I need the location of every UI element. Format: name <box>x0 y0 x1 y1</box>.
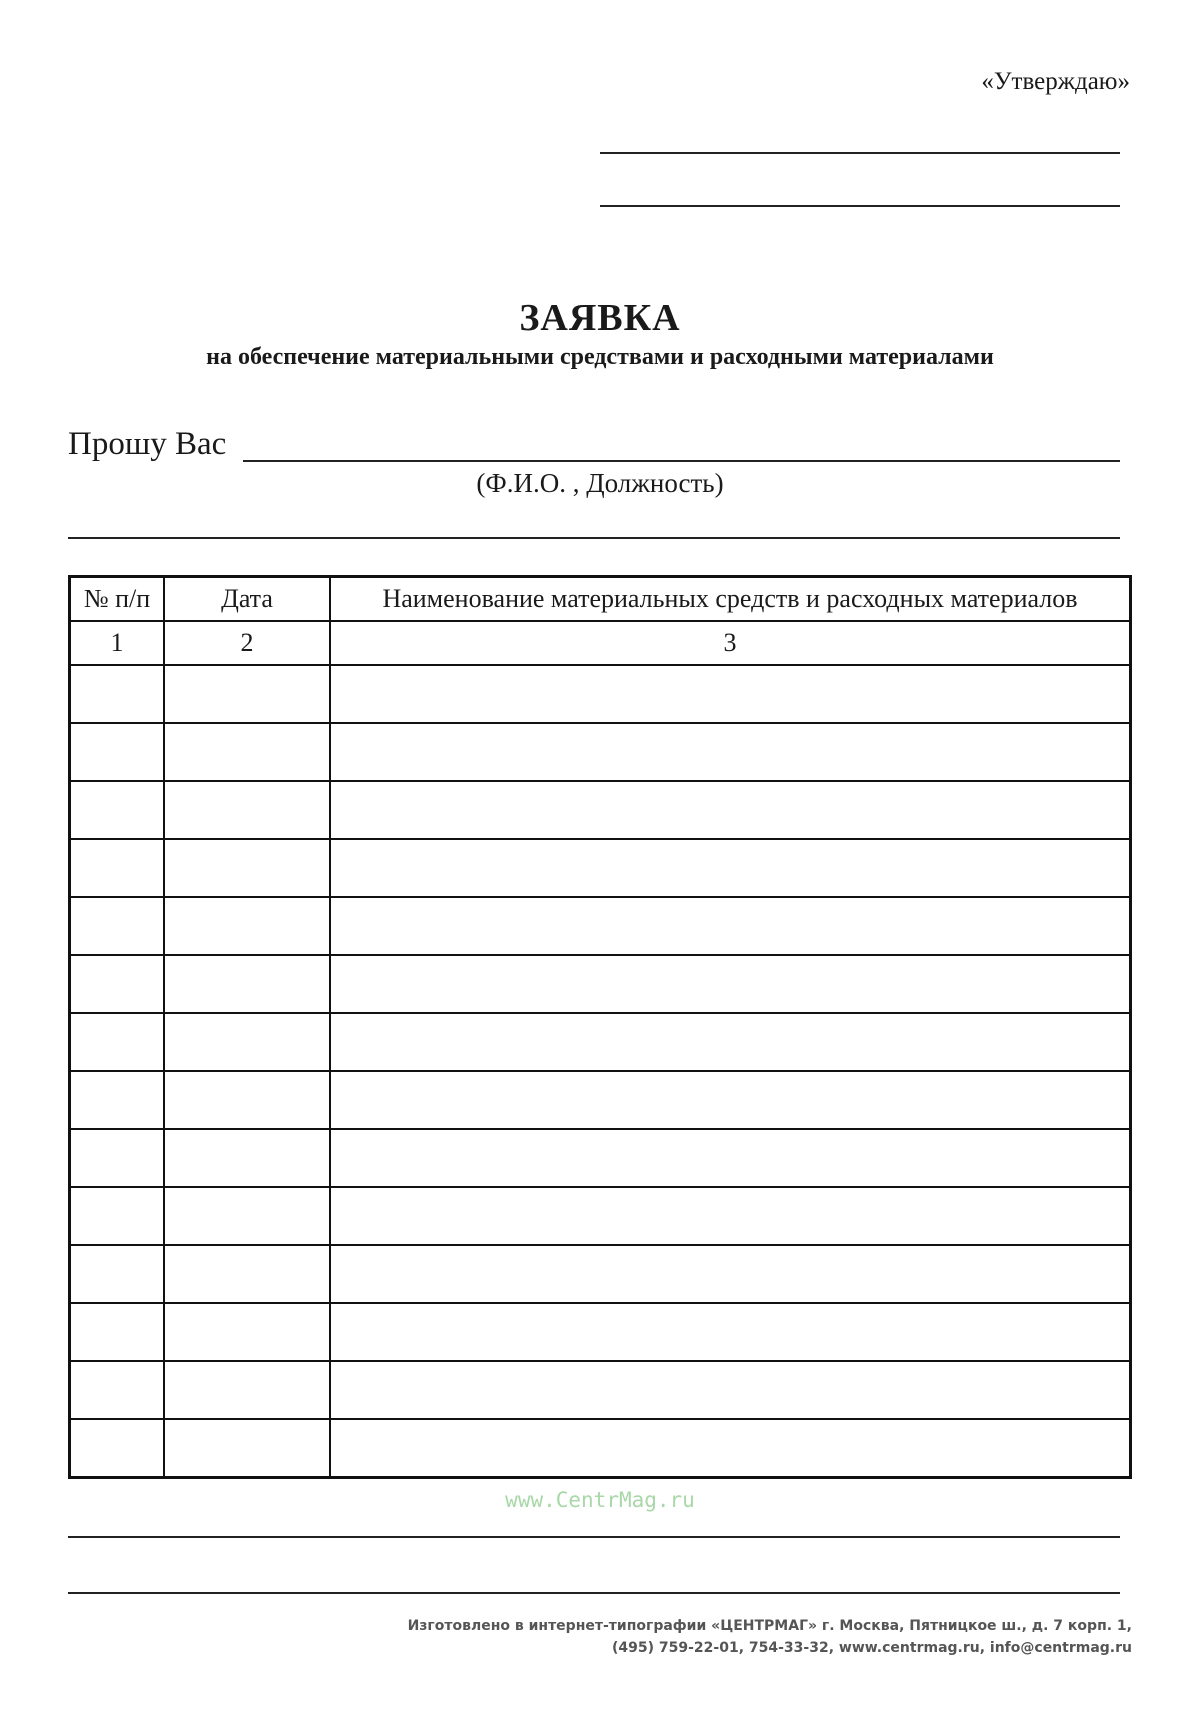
table-row <box>70 1013 1131 1071</box>
table-row <box>70 781 1131 839</box>
cell-date[interactable] <box>164 1187 330 1245</box>
cell-name[interactable] <box>330 665 1131 723</box>
column-header-number: № п/п <box>70 577 165 622</box>
cell-name[interactable] <box>330 1419 1131 1478</box>
cell-number[interactable] <box>70 1303 165 1361</box>
table-row <box>70 723 1131 781</box>
cell-date[interactable] <box>164 665 330 723</box>
cell-name[interactable] <box>330 1187 1131 1245</box>
document-subtitle: на обеспечение материальными средствами и расходными материалами <box>206 344 994 370</box>
column-number-3: 3 <box>330 621 1131 665</box>
cell-number[interactable] <box>70 1071 165 1129</box>
cell-number[interactable] <box>70 1187 165 1245</box>
table-body <box>70 665 1131 1478</box>
cell-name[interactable] <box>330 897 1131 955</box>
table-header-row <box>70 577 1131 622</box>
table-column-numbers-row <box>70 621 1131 665</box>
request-extra-line[interactable] <box>68 537 1120 539</box>
column-number-2: 2 <box>164 621 330 665</box>
cell-date[interactable] <box>164 1303 330 1361</box>
cell-name[interactable] <box>330 1129 1131 1187</box>
cell-date[interactable] <box>164 1013 330 1071</box>
cell-number[interactable] <box>70 839 165 897</box>
cell-date[interactable] <box>164 781 330 839</box>
cell-name[interactable] <box>330 1361 1131 1419</box>
cell-number[interactable] <box>70 955 165 1013</box>
table-row <box>70 1187 1131 1245</box>
approval-line-1 <box>600 152 1120 154</box>
footer-line-2: (495) 759-22-01, 754-33-32, www.centrmag.ru, info@centrmag.ru <box>612 1640 1132 1656</box>
table-row <box>70 1071 1131 1129</box>
table-row <box>70 839 1131 897</box>
table-row <box>70 1361 1131 1419</box>
watermark: www.CentrMag.ru <box>505 1488 695 1512</box>
footer-line-1: Изготовлено в интернет-типографии «ЦЕНТРМАГ» г. Москва, Пятницкое ш., д. 7 корп. 1, <box>407 1618 1132 1634</box>
table-row <box>70 955 1131 1013</box>
request-name-line[interactable] <box>243 460 1120 462</box>
cell-name[interactable] <box>330 1303 1131 1361</box>
table-row <box>70 1303 1131 1361</box>
cell-name[interactable] <box>330 1245 1131 1303</box>
cell-name[interactable] <box>330 955 1131 1013</box>
cell-number[interactable] <box>70 1245 165 1303</box>
cell-number[interactable] <box>70 665 165 723</box>
request-name-hint: (Ф.И.О. , Должность) <box>476 468 724 498</box>
cell-date[interactable] <box>164 723 330 781</box>
approval-line-2 <box>600 205 1120 207</box>
cell-number[interactable] <box>70 897 165 955</box>
bottom-line-2[interactable] <box>68 1592 1120 1594</box>
table-row <box>70 1129 1131 1187</box>
cell-name[interactable] <box>330 1013 1131 1071</box>
cell-name[interactable] <box>330 839 1131 897</box>
cell-name[interactable] <box>330 781 1131 839</box>
cell-date[interactable] <box>164 1245 330 1303</box>
cell-number[interactable] <box>70 1129 165 1187</box>
column-header-name: Наименование материальных средств и расходных материалов <box>330 577 1131 622</box>
column-number-1: 1 <box>70 621 165 665</box>
cell-date[interactable] <box>164 897 330 955</box>
column-header-date: Дата <box>164 577 330 622</box>
approval-stamp-text: «Утверждаю» <box>981 68 1130 95</box>
cell-date[interactable] <box>164 1129 330 1187</box>
cell-name[interactable] <box>330 1071 1131 1129</box>
document-title: ЗАЯВКА <box>519 297 681 339</box>
cell-number[interactable] <box>70 781 165 839</box>
cell-name[interactable] <box>330 723 1131 781</box>
cell-number[interactable] <box>70 723 165 781</box>
printer-footer <box>380 1615 1132 1659</box>
cell-date[interactable] <box>164 1361 330 1419</box>
cell-number[interactable] <box>70 1013 165 1071</box>
table-row <box>70 1245 1131 1303</box>
cell-number[interactable] <box>70 1361 165 1419</box>
cell-date[interactable] <box>164 839 330 897</box>
cell-date[interactable] <box>164 955 330 1013</box>
table-row <box>70 665 1131 723</box>
request-label: Прошу Вас <box>68 426 227 462</box>
cell-date[interactable] <box>164 1071 330 1129</box>
bottom-line-1[interactable] <box>68 1536 1120 1538</box>
table-row <box>70 897 1131 955</box>
cell-number[interactable] <box>70 1419 165 1478</box>
cell-date[interactable] <box>164 1419 330 1478</box>
materials-table <box>68 575 1132 1479</box>
table-row <box>70 1419 1131 1478</box>
